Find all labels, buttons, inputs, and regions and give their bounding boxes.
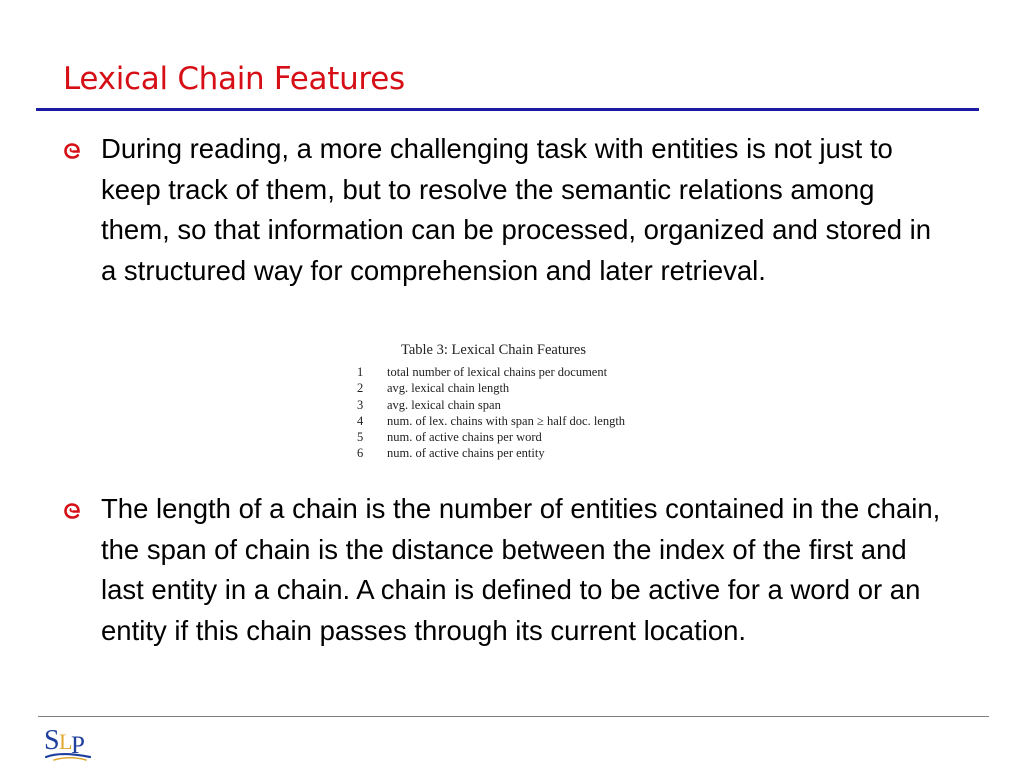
table-caption: Table 3: Lexical Chain Features: [401, 342, 587, 358]
table-row: [354, 413, 625, 429]
bullet-text: The length of a chain is the number of entities contained in the chain, the span of chain is the distance between the index of the first and last entity in a chain. A chain is defined to be active for a word or an entity if this chain passes through its current location.: [101, 493, 941, 646]
lexical-chain-table: [354, 341, 684, 462]
bullet-text: During reading, a more challenging task with entities is not just to keep track of them, but to resolve the semantic relations among them, so that information can be processed, organized and stored in a structured way for comprehension and later retrieval.: [101, 133, 932, 286]
slide-title: Lexical Chain Features: [63, 61, 405, 97]
svg-text:L: L: [59, 729, 73, 754]
row-feature: total number of lexical chains per document: [387, 365, 608, 379]
table-row: [354, 364, 625, 380]
features-table: [354, 364, 625, 462]
row-feature: num. of active chains per entity: [387, 446, 545, 461]
svg-text:P: P: [71, 732, 85, 759]
table-row: [354, 380, 625, 396]
row-number: 2: [357, 381, 364, 396]
bullet-item: [62, 489, 942, 651]
row-number: 5: [357, 430, 364, 445]
table-row: [354, 397, 625, 413]
table-row: [354, 445, 625, 461]
title-divider: [36, 108, 979, 111]
row-number: 6: [357, 446, 364, 461]
row-number: 4: [357, 413, 364, 428]
slp-logo-icon: [40, 719, 98, 764]
row-feature: avg. lexical chain span: [387, 397, 501, 412]
row-number: 1: [357, 365, 364, 379]
footer-divider: [38, 716, 989, 717]
svg-text:S: S: [44, 725, 60, 756]
row-feature: num. of active chains per word: [387, 430, 542, 445]
bullet-item: [62, 129, 942, 291]
swirl-bullet-icon: [62, 501, 82, 521]
row-feature: avg. lexical chain length: [387, 381, 510, 396]
row-number: 3: [357, 397, 364, 412]
row-feature: num. of lex. chains with span ≥ half doc. length: [387, 413, 626, 428]
swirl-bullet-icon: [62, 141, 82, 161]
table-row: [354, 429, 625, 445]
